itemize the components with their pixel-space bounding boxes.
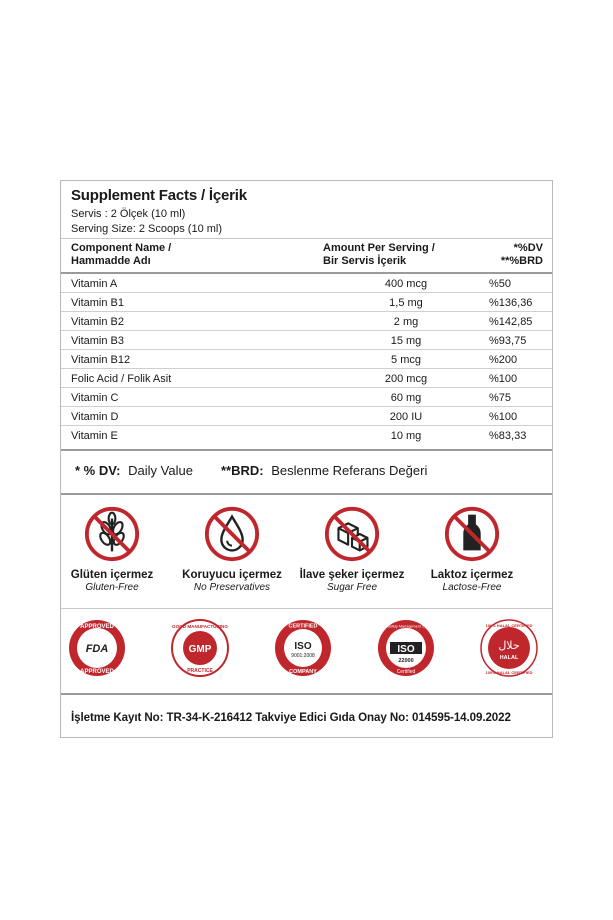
free-from-icons: [61, 499, 552, 607]
table-row: Vitamin B12 5 mcg %200: [61, 350, 552, 369]
halal-badge: [479, 618, 539, 678]
svg-text:GMP: GMP: [188, 644, 212, 655]
table-row: Vitamin D 200 IU %100: [61, 407, 552, 426]
legend-divider: [61, 493, 552, 495]
table-row: Vitamin C 60 mg %75: [61, 388, 552, 407]
no-preservatives-item: Koruyucu içermez No Preservatives: [177, 505, 287, 593]
iso-22000-badge: [376, 618, 436, 678]
svg-text:Food Safety Management System: Food Safety Management System: [377, 624, 435, 629]
svg-text:100% HALAL CERTIFIED: 100% HALAL CERTIFIED: [485, 623, 533, 628]
no-gluten-icon: [83, 505, 141, 563]
svg-text:ISO: ISO: [397, 644, 415, 655]
brd-legend: **BRD: Beslenme Referans Değeri: [221, 463, 428, 478]
no-sugar-icon: [323, 505, 381, 563]
sugar-free-item: İlave şeker içermez Sugar Free: [297, 505, 407, 593]
svg-text:ISO: ISO: [294, 641, 312, 652]
gmp-badge: [170, 618, 230, 678]
svg-text:Certified: Certified: [396, 669, 416, 675]
fda-approved-badge: [67, 618, 127, 678]
table-row: Folic Acid / Folik Asit 200 mcg %100: [61, 369, 552, 388]
svg-text:100% HALAL CERTIFIED: 100% HALAL CERTIFIED: [485, 670, 533, 675]
gluten-free-item: Glüten içermez Gluten-Free: [57, 505, 167, 593]
svg-text:PRACTICE: PRACTICE: [187, 668, 213, 674]
table-row: Vitamin A 400 mcg %50: [61, 274, 552, 293]
svg-text:HALAL: HALAL: [499, 655, 519, 661]
amount-header: Amount Per Serving / Bir Servis İçerik: [323, 242, 435, 267]
no-lactose-icon: [443, 505, 501, 563]
dv-header: *%DV **%BRD: [500, 242, 543, 267]
badges-divider: [61, 693, 552, 695]
dv-legend: * % DV: Daily Value: [75, 463, 193, 478]
svg-text:9001:2008: 9001:2008: [291, 653, 315, 659]
divider: [61, 238, 552, 239]
svg-text:APPROVED: APPROVED: [80, 624, 114, 630]
no-preservatives-icon: [203, 505, 261, 563]
table-row: Vitamin E 10 mg %83,33: [71, 430, 527, 442]
svg-text:22000: 22000: [398, 658, 414, 664]
component-header: Component Name / Hammadde Adı: [71, 242, 172, 267]
serving-en: Serving Size: 2 Scoops (10 ml): [71, 223, 223, 235]
serving-tr: Servis : 2 Ölçek (10 ml): [71, 208, 186, 220]
svg-text:APPROVED: APPROVED: [80, 669, 114, 675]
table-row: Vitamin B2 2 mg %142,85: [61, 312, 552, 331]
svg-text:حلال: حلال: [498, 639, 520, 652]
supplement-facts-panel: [60, 180, 553, 738]
svg-text:CERTIFIED: CERTIFIED: [288, 623, 318, 630]
lactose-free-item: Laktoz içermez Lactose-Free: [417, 505, 527, 593]
facts-title: Supplement Facts / İçerik: [71, 187, 247, 204]
table-row: Vitamin B3 15 mg %93,75: [61, 331, 552, 350]
registration-number: İşletme Kayıt No: TR-34-K-216412 Takviye Edici Gıda Onay No: 014595-14.09.2022: [71, 711, 511, 724]
iso-9001-badge: [273, 618, 333, 678]
svg-text:FDA: FDA: [85, 643, 109, 655]
svg-text:COMPANY: COMPANY: [289, 669, 317, 675]
table-row: Vitamin B1 1,5 mg %136,36: [61, 293, 552, 312]
certification-badges: [61, 608, 552, 688]
svg-text:GOOD MANUFACTURING: GOOD MANUFACTURING: [172, 624, 228, 629]
table-bottom-divider: [61, 449, 552, 451]
